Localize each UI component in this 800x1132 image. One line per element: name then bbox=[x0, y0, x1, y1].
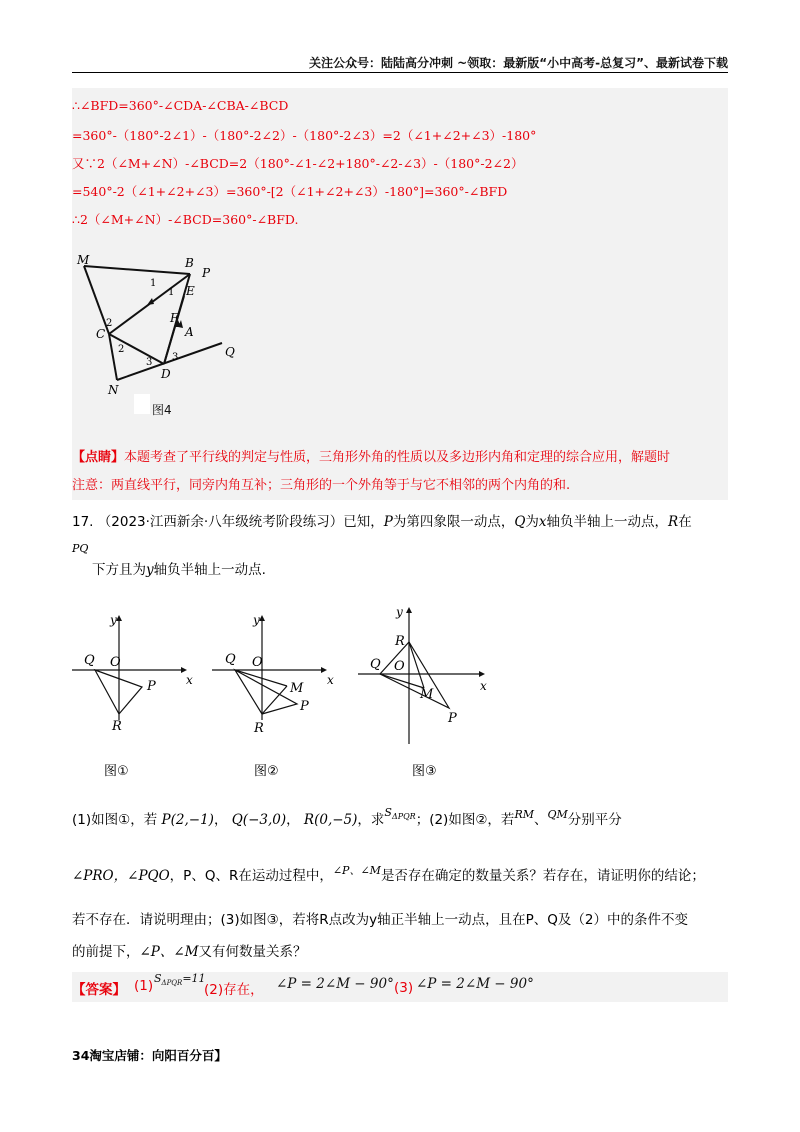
q-text: 分别平分 bbox=[567, 812, 622, 828]
q-coord-P: P(2,−1) bbox=[161, 812, 214, 828]
solution-line-1: ∴∠BFD=360°-∠CDA-∠CBA-∠BCD bbox=[72, 98, 289, 113]
page-header: 关注公众号：陆陆高分冲刺 ~领取：最新版“小中高考-总复习”、最新试卷下载 bbox=[309, 56, 728, 70]
fig3-caption: 图③ bbox=[412, 764, 437, 779]
fig1-label-O: O bbox=[110, 655, 121, 670]
fig4-angle-3: 3 bbox=[146, 357, 153, 368]
answer-2-label: (2)存在， bbox=[204, 982, 264, 998]
question-source: （2023·江西新余·八年级统考阶段练习） bbox=[97, 514, 344, 530]
fig4-caption: 图4 bbox=[152, 403, 172, 417]
q-angles-3: ∠P、∠M bbox=[139, 944, 199, 960]
fig2-label-O: O bbox=[252, 655, 263, 670]
fig4-label-C: C bbox=[96, 327, 106, 341]
q-text: 在 bbox=[678, 514, 692, 530]
comment-text-1: 本题考查了平行线的判定与性质，三角形外角的性质以及多边形内角和定理的综合应用，解题时 bbox=[124, 450, 671, 465]
q-var-Q: Q bbox=[514, 514, 526, 530]
q-text: 又有何数量关系？ bbox=[198, 944, 307, 960]
fig4-label-M: M bbox=[77, 254, 90, 267]
q-angles-1: ∠PRO，∠PQO bbox=[72, 868, 170, 884]
answer-tag: 【答案】 bbox=[72, 982, 126, 998]
fig1-label-R: R bbox=[112, 719, 122, 734]
fig4-label-Q: Q bbox=[225, 345, 235, 359]
q-text: ，求 bbox=[357, 812, 385, 828]
question-number: 17. bbox=[72, 514, 94, 530]
fig2-caption: 图② bbox=[254, 764, 279, 779]
fig3-label-P: P bbox=[448, 711, 457, 726]
fig4-label-D: D bbox=[161, 367, 171, 381]
q-coord-Q: Q(−3,0) bbox=[231, 812, 287, 828]
header-rule bbox=[72, 72, 728, 73]
solution-block bbox=[72, 88, 728, 500]
answer-1-label: (1) bbox=[134, 978, 154, 994]
comment-line-1 bbox=[72, 446, 670, 465]
q-text: 为第四象限一动点， bbox=[392, 514, 515, 530]
q-var-P: P bbox=[383, 514, 393, 530]
fig3-label-y: y bbox=[396, 605, 403, 619]
fig1-label-y: y bbox=[110, 613, 117, 627]
fig3-label-M: M bbox=[420, 687, 434, 702]
figure-4 bbox=[72, 254, 272, 424]
q-text: ；(2)如图②，若 bbox=[415, 812, 515, 828]
q-var-PQ: PQ bbox=[72, 542, 89, 555]
fig3-label-O: O bbox=[394, 659, 405, 674]
comment-tag: 【点睛】 bbox=[72, 450, 125, 465]
figure-3 bbox=[358, 610, 482, 744]
q-var-x: x bbox=[538, 514, 547, 530]
solution-line-4: =540°-2（∠1+∠2+∠3）=360°-[2（∠1+∠2+∠3）-180°]=360°-∠BFD bbox=[72, 184, 508, 199]
figure-1 bbox=[72, 618, 184, 720]
solution-line-3: 又∵2（∠M+∠N）-∠BCD=2（180°-∠1-∠2+180°-∠2-∠3）-（180°-2∠2） bbox=[72, 156, 524, 171]
q-text: 为 bbox=[525, 514, 539, 530]
fig3-label-Q: Q bbox=[370, 657, 381, 672]
answer-block bbox=[72, 972, 728, 1002]
question-part-3b bbox=[72, 940, 307, 960]
question-line-2 bbox=[92, 558, 266, 578]
fig4-label-P: P bbox=[202, 266, 211, 280]
solution-line-5: ∴2（∠M+∠N）-∠BCD=360°-∠BFD. bbox=[72, 212, 299, 227]
q-text: 是否存在确定的数量关系？若存在，请证明你的结论； bbox=[380, 868, 705, 884]
footer-text: 淘宝店铺：向阳百分百】 bbox=[89, 1048, 227, 1063]
question-part-3a: 若不存在．请说明理由；(3)如图③，若将R点改为y轴正半轴上一动点，且在P、Q及（2）中的条件不变 bbox=[72, 912, 688, 928]
q-area-symbol: SΔPQR bbox=[384, 806, 416, 822]
fig2-label-x: x bbox=[327, 673, 334, 687]
q-text: 下方且为 bbox=[92, 562, 146, 578]
q-text: 轴负半轴上一动点. bbox=[153, 562, 266, 578]
q-var-y: y bbox=[146, 562, 154, 578]
fig2-label-Q: Q bbox=[225, 652, 236, 667]
fig1-label-P: P bbox=[147, 679, 156, 694]
q-text: 已知， bbox=[343, 514, 384, 530]
fig1-caption: 图① bbox=[104, 764, 129, 779]
fig3-label-R: R bbox=[395, 634, 405, 649]
fig2-label-P: P bbox=[300, 699, 309, 714]
page-number: 34 bbox=[72, 1048, 90, 1063]
fig4-angle-2: 2 bbox=[106, 318, 113, 329]
q-text: 的前提下， bbox=[72, 944, 140, 960]
q-var-PQ-wrap bbox=[72, 542, 88, 555]
solution-line-2: =360°-（180°-2∠1）-（180°-2∠2）-（180°-2∠3）=2（∠1+∠2+∠3）-180° bbox=[72, 128, 537, 143]
fig1-label-x: x bbox=[186, 673, 193, 687]
fig4-label-F: F bbox=[170, 311, 179, 325]
answer-1: $S_{\Delta PQR}=11$ bbox=[154, 972, 206, 988]
fig4-angle-1b: 1 bbox=[168, 287, 175, 298]
question-part-2 bbox=[72, 862, 705, 884]
q-seg-RM: RM bbox=[514, 808, 534, 821]
q-seg-QM: QM bbox=[547, 808, 568, 821]
page-footer bbox=[72, 1046, 227, 1064]
fig3-label-x: x bbox=[480, 679, 487, 693]
answer-3-label: (3) bbox=[394, 980, 414, 996]
fig4-label-A: A bbox=[185, 325, 194, 339]
comment-line-2: 注意：两直线平行，同旁内角互补；三角形的一个外角等于与它不相邻的两个内角的和. bbox=[72, 478, 571, 493]
q-text: ，P、Q、R在运动过程中， bbox=[169, 868, 333, 884]
q-var-R: R bbox=[668, 514, 679, 530]
fig4-label-N: N bbox=[108, 383, 119, 397]
question-figures bbox=[62, 600, 502, 785]
question-line-1 bbox=[72, 510, 692, 530]
fig4-angle-3b: 3 bbox=[172, 352, 179, 363]
q-coord-R: R(0,−5) bbox=[303, 812, 358, 828]
fig2-label-y: y bbox=[253, 613, 260, 627]
fig4-angle-2b: 2 bbox=[118, 344, 125, 355]
fig4-label-B: B bbox=[185, 256, 194, 270]
fig2-label-R: R bbox=[254, 721, 264, 736]
q-text: (1)如图①，若 bbox=[72, 812, 158, 828]
q-angles-2: ∠P、∠M bbox=[332, 864, 381, 877]
q-text: 轴负半轴上一动点， bbox=[546, 514, 669, 530]
answer-2: ∠P = 2∠M − 90° bbox=[276, 976, 394, 992]
fig4-label-E: E bbox=[186, 284, 195, 298]
answer-3: ∠P = 2∠M − 90° bbox=[416, 976, 534, 992]
fig4-angle-1: 1 bbox=[150, 278, 157, 289]
fig2-label-M: M bbox=[290, 681, 304, 696]
fig1-label-Q: Q bbox=[84, 653, 95, 668]
question-part-1: (1)如图①，若 P(2,−1)， Q(−3,0)， R(0,−5)，求$^{S_{\Delta PQR}}$；(2)如图②，若$^{RM}$、$^{QM}$分别平分 bbox=[72, 806, 622, 828]
